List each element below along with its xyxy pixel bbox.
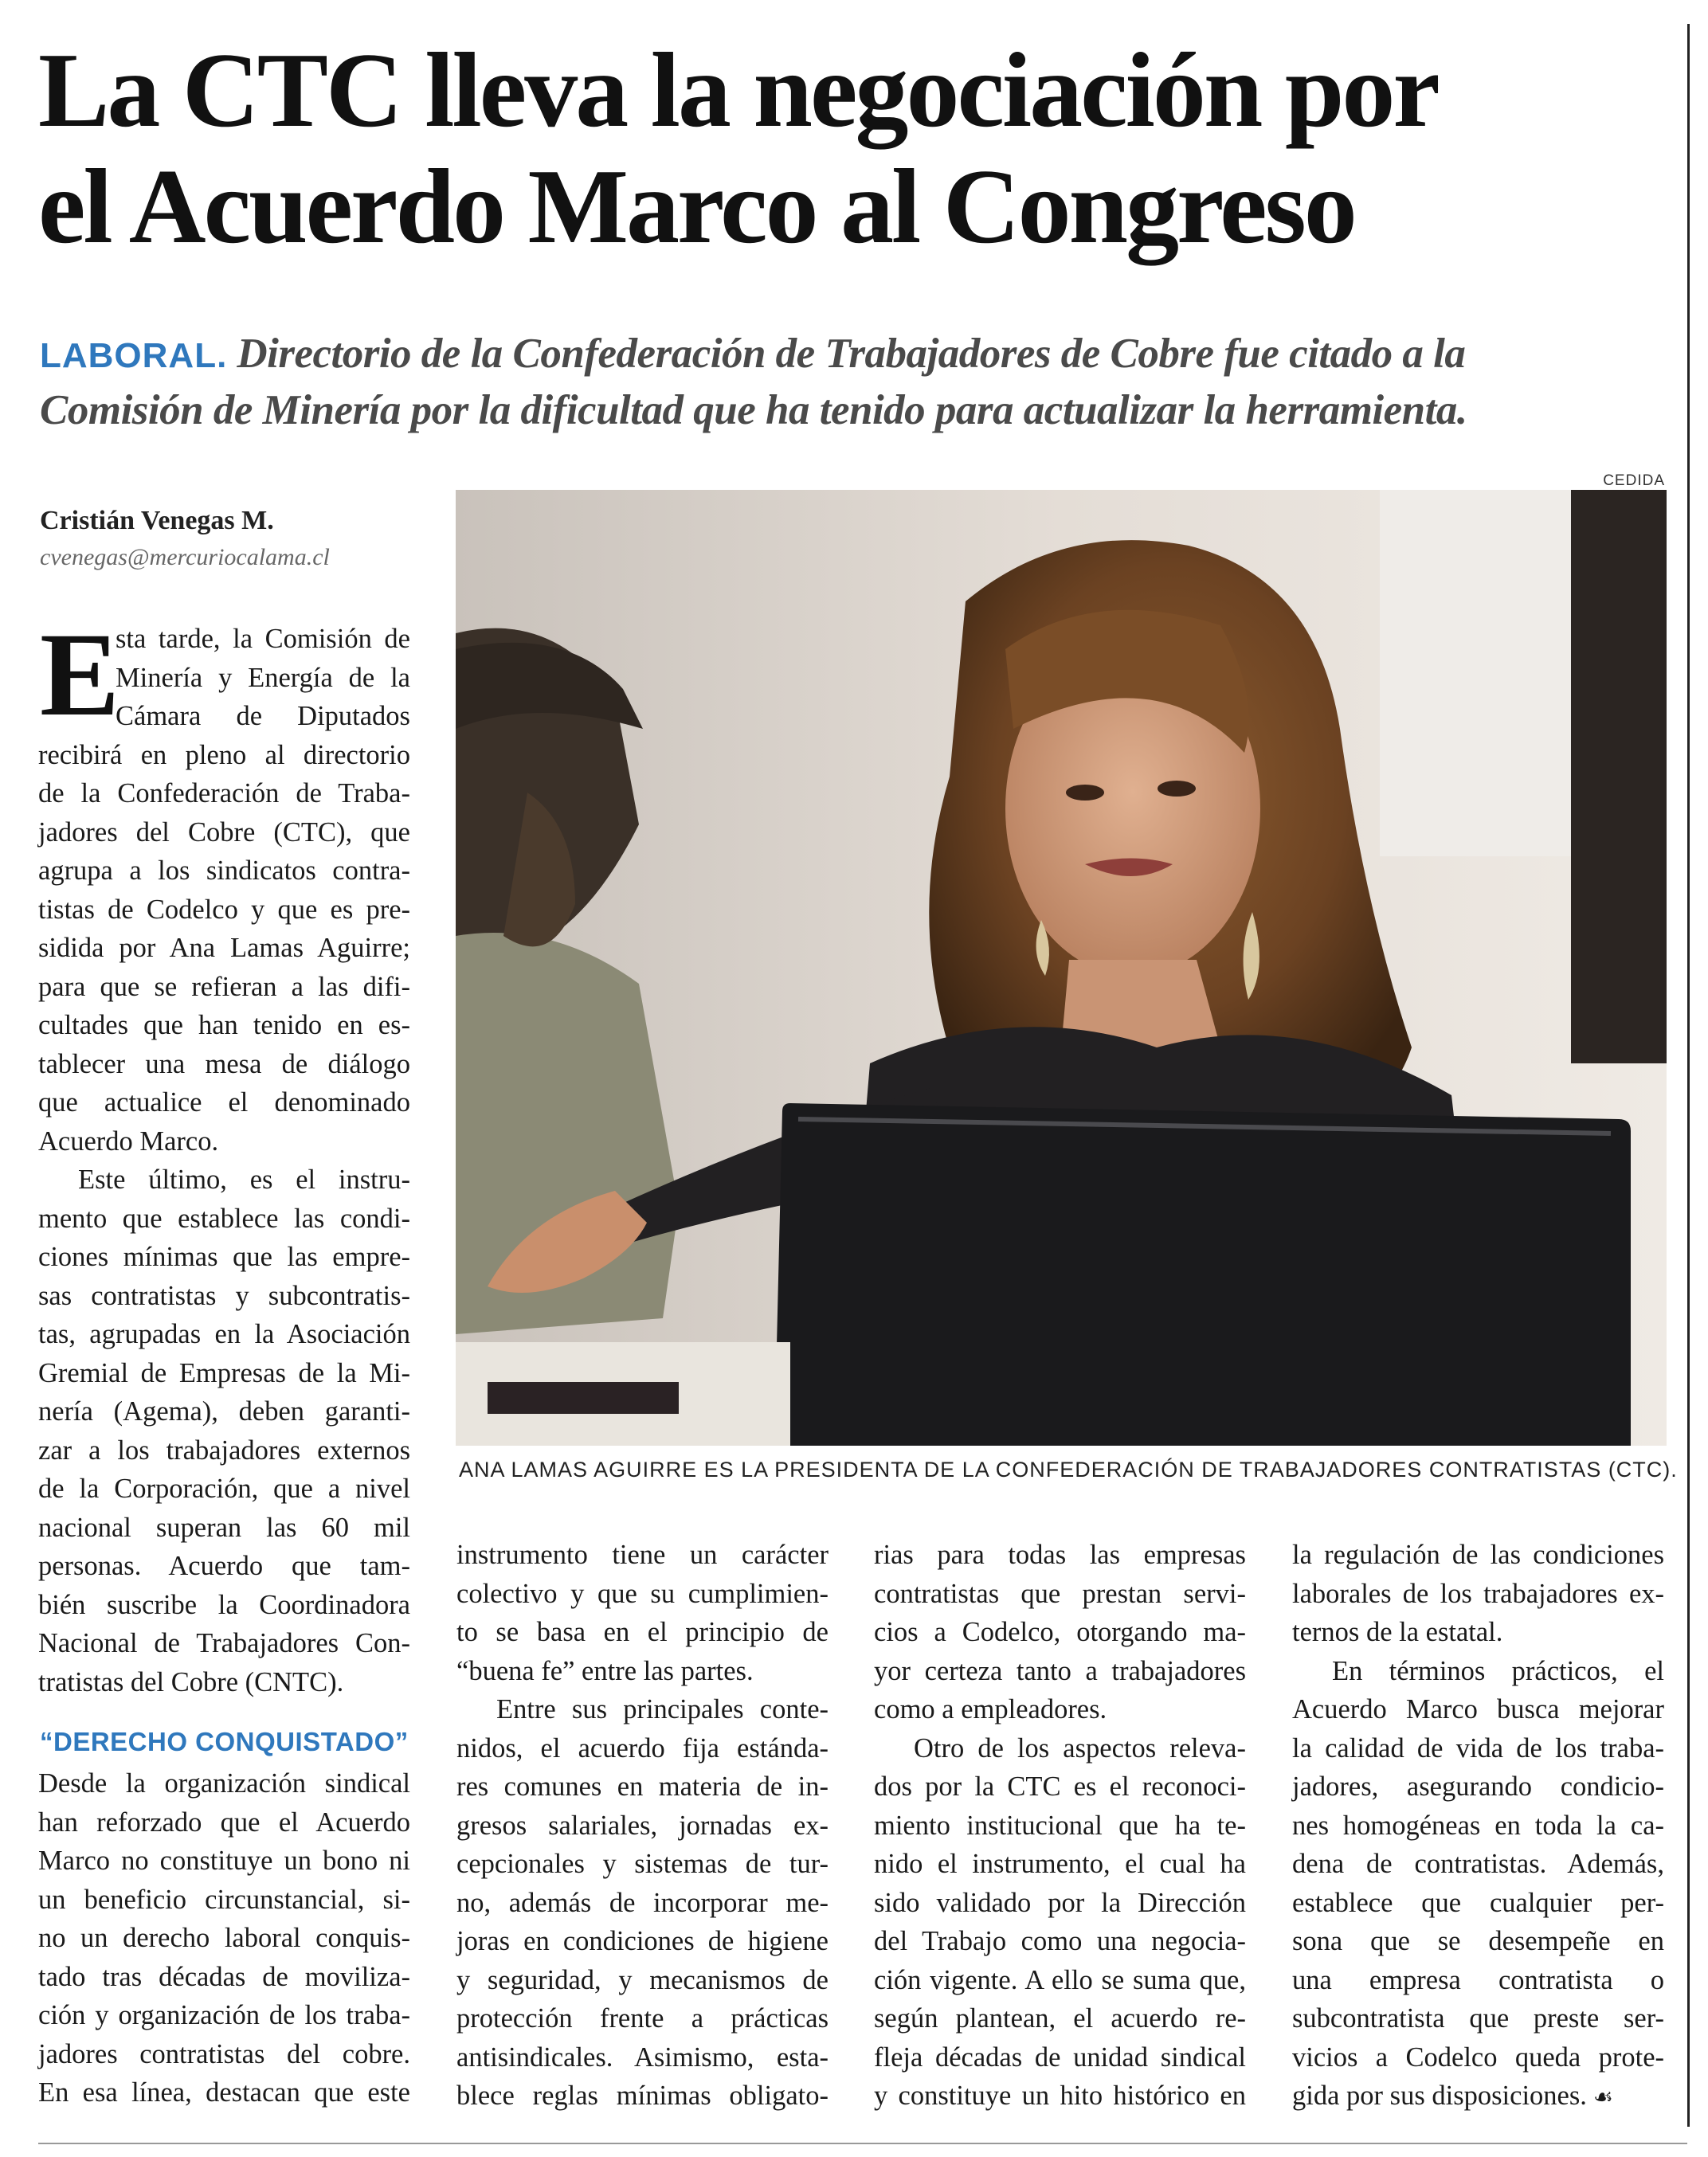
body-line-final xyxy=(1292,2077,1664,2117)
body-line: como a empleadores. xyxy=(874,1694,1107,1724)
body-line: para que se refieran a las difi- xyxy=(38,971,410,1002)
body-line: nido el instrumento, el cual ha xyxy=(874,1849,1246,1879)
body-line: joras en condiciones de higiene xyxy=(456,1926,829,1956)
body-line: tas, agrupadas en la Asociación xyxy=(38,1319,410,1349)
photo-credit: CEDIDA xyxy=(1603,472,1665,489)
body-line: un beneficio circunstancial, si- xyxy=(38,1884,410,1915)
body-line: Marco no constituye un bono ni xyxy=(38,1846,410,1876)
body-line: dos por la CTC es el reconoci- xyxy=(874,1771,1246,1802)
body-line: contratistas que prestan servi- xyxy=(874,1578,1246,1609)
right-border-rule xyxy=(1687,24,1690,2127)
body-line: En términos prácticos, el xyxy=(1332,1655,1664,1686)
body-line: establece que cualquier per- xyxy=(1292,1887,1664,1918)
drop-cap: E xyxy=(40,609,120,741)
body-line: nes homogéneas en toda la ca- xyxy=(1292,1810,1664,1841)
column-4-body xyxy=(1292,1536,1664,2117)
body-line: tratistas del Cobre (CNTC). xyxy=(38,1666,344,1697)
article-photo xyxy=(456,490,1667,1446)
body-line: tado tras décadas de moviliza- xyxy=(38,1961,410,1992)
body-line: Desde la organización sindical xyxy=(38,1768,410,1799)
body-line: Gremial de Empresas de la Mi- xyxy=(38,1357,410,1388)
body-line: Otro de los aspectos releva- xyxy=(914,1732,1246,1764)
subhead-line-2: Comisión de Minería por la dificultad que ha tenido para actualizar la herramienta. xyxy=(40,387,1467,433)
body-line: y constituye un hito histórico en xyxy=(874,2081,1246,2111)
column-3-body xyxy=(874,1536,1246,2116)
body-line: dena de contratistas. Además, xyxy=(1292,1849,1664,1879)
body-line: una empresa contratista o xyxy=(1292,1964,1664,1995)
body-line: de la Corporación, que a nivel xyxy=(38,1474,410,1504)
body-line: jadores contratistas del cobre. xyxy=(38,2038,410,2069)
body-line: de la Confederación de Traba- xyxy=(38,778,410,808)
body-line: tistas de Codelco y que es pre- xyxy=(38,894,410,925)
body-line: protección frente a prácticas xyxy=(456,2003,829,2034)
body-line: ciones mínimas que las empre- xyxy=(38,1242,410,1272)
headline-line-2: el Acuerdo Marco al Congreso xyxy=(38,147,1355,265)
body-line: gresos salariales, jornadas ex- xyxy=(456,1810,829,1841)
body-line: ternos de la estatal. xyxy=(1292,1617,1503,1647)
headline-line-1: La CTC lleva la negociación por xyxy=(38,31,1438,149)
body-line: cios a Codelco, otorgando ma- xyxy=(874,1617,1246,1647)
body-line: ción y organización de los traba- xyxy=(38,2000,410,2030)
body-line: cepcionales y sistemas de tur- xyxy=(456,1849,829,1879)
body-line: antisindicales. Asimismo, esta- xyxy=(456,2042,829,2073)
body-line: res comunes en materia de in- xyxy=(456,1771,829,1802)
body-line: según plantean, el acuerdo re- xyxy=(874,2003,1246,2034)
body-line: han reforzado que el Acuerdo xyxy=(38,1807,410,1838)
body-line: recibirá en pleno al directorio xyxy=(38,739,410,770)
body-line: Nacional de Trabajadores Con- xyxy=(38,1628,410,1658)
body-line: jadores, asegurando condicio- xyxy=(1292,1771,1664,1802)
body-line: que actualice el denominado xyxy=(38,1087,410,1118)
body-line: sido validado por la Dirección xyxy=(874,1887,1246,1918)
body-line: jadores del Cobre (CTC), que xyxy=(38,816,410,848)
body-line: Este último, es el instru- xyxy=(78,1165,410,1195)
body-line: nería (Agema), deben garanti- xyxy=(38,1396,410,1427)
column-1-dropcap-lines xyxy=(116,620,410,736)
body-line: “buena fe” entre las partes. xyxy=(456,1655,754,1686)
body-line: miento institucional que ha te- xyxy=(874,1810,1246,1841)
body-line: laborales de los trabajadores ex- xyxy=(1292,1578,1664,1609)
column-2-body xyxy=(456,1536,829,2116)
body-line: y seguridad, y mecanismos de xyxy=(456,1964,829,1995)
body-line: tablecer una mesa de diálogo xyxy=(38,1048,410,1079)
body-line: del Trabajo como una negocia- xyxy=(874,1926,1246,1956)
body-line: sas contratistas y subcontratis- xyxy=(38,1280,410,1311)
body-line: agrupa a los sindicatos contra- xyxy=(38,855,410,886)
final-line-text: gida por sus disposiciones. xyxy=(1292,2081,1587,2111)
body-line: Acuerdo Marco. xyxy=(38,1125,219,1157)
body-line: sona que se desempeñe en xyxy=(1292,1926,1664,1956)
body-line: colectivo y que su cumplimien- xyxy=(456,1578,829,1609)
body-line: vicios a Codelco queda prote- xyxy=(1292,2042,1664,2073)
body-line: fleja décadas de unidad sindical xyxy=(874,2042,1246,2073)
body-line: blece reglas mínimas obligato- xyxy=(456,2081,829,2111)
body-line: En esa línea, destacan que este xyxy=(38,2077,410,2108)
body-line: Cámara de Diputados xyxy=(116,701,410,731)
body-line: yor certeza tanto a trabajadores xyxy=(874,1655,1246,1686)
body-line: to se basa en el principio de xyxy=(456,1617,829,1647)
body-line: nidos, el acuerdo fija estánda- xyxy=(456,1732,829,1764)
body-line: la calidad de vida de los traba- xyxy=(1292,1732,1664,1764)
body-line: bién suscribe la Coordinadora xyxy=(38,1589,410,1620)
body-line: zar a los trabajadores externos xyxy=(38,1435,410,1466)
body-line: mento que establece las condi- xyxy=(38,1203,410,1234)
body-line: la regulación de las condiciones xyxy=(1292,1540,1664,1570)
section-heading: “DERECHO CONQUISTADO” xyxy=(40,1727,409,1756)
body-line: ción vigente. A ello se suma que, xyxy=(874,1964,1246,1995)
end-of-article-icon: ☙ xyxy=(1592,2084,1614,2110)
column-1-body xyxy=(38,736,410,1702)
body-line: sidida por Ana Lamas Aguirre; xyxy=(38,933,410,963)
author-name: Cristián Venegas M. xyxy=(40,506,274,535)
section-tag: LABORAL. xyxy=(40,336,228,375)
body-line: cultades que han tenido en es- xyxy=(38,1010,410,1040)
subhead-line-1: Directorio de la Confederación de Trabajadores de Cobre fue citado a la xyxy=(237,331,1466,377)
body-line: Entre sus principales conte- xyxy=(496,1694,829,1724)
body-line: nacional superan las 60 mil xyxy=(38,1512,410,1543)
body-line: Minería y Energía de la xyxy=(116,662,410,693)
body-line: no, además de incorporar me- xyxy=(456,1887,829,1918)
column-1-section-body xyxy=(38,1764,410,2112)
body-line: sta tarde, la Comisión de xyxy=(116,624,410,654)
author-email: cvenegas@mercuriocalama.cl xyxy=(40,544,330,570)
body-line: subcontratista que preste ser- xyxy=(1292,2003,1664,2034)
body-line: instrumento tiene un carácter xyxy=(456,1540,829,1570)
subheadline xyxy=(40,327,1681,437)
bottom-rule xyxy=(38,2143,1687,2144)
body-line: Acuerdo Marco busca mejorar xyxy=(1292,1694,1664,1724)
photo-caption: ANA LAMAS AGUIRRE ES LA PRESIDENTA DE LA CONFEDERACIÓN DE TRABAJADORES CONTRATISTAS (CTC). xyxy=(459,1458,1678,1482)
photo-illustration xyxy=(456,490,1667,1446)
body-line: no un derecho laboral conquis- xyxy=(38,1923,410,1953)
headline xyxy=(38,32,1679,264)
body-line: personas. Acuerdo que tam- xyxy=(38,1551,410,1581)
body-line: rias para todas las empresas xyxy=(874,1540,1246,1570)
